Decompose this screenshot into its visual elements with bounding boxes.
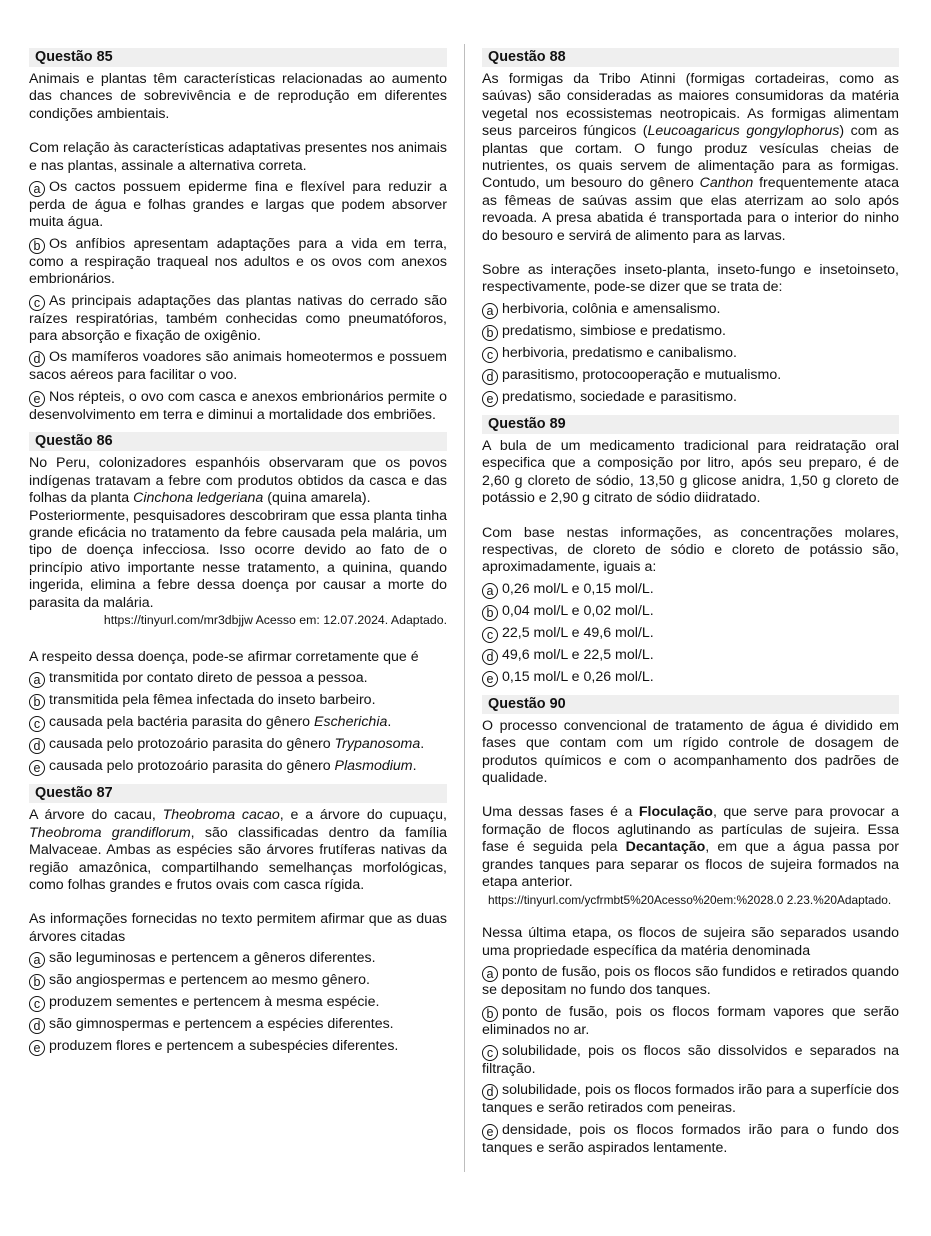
option-text: causada pelo protozoário parasita do gênero Plasmodium. [49, 758, 417, 775]
question-88 [482, 48, 899, 407]
answer-option-a[interactable] [29, 179, 447, 232]
species-name: Cinchona ledgeriana [133, 490, 264, 507]
term-decantacao: Decantação [625, 839, 706, 856]
option-letter: d [29, 351, 45, 367]
question-title: Questão 88 [482, 48, 899, 67]
answer-option-e[interactable] [482, 389, 899, 407]
option-text: causada pela bactéria parasita do gênero Escherichia. [49, 714, 392, 731]
option-letter: b [29, 694, 45, 710]
answer-option-b[interactable] [29, 972, 447, 990]
question-86 [29, 432, 447, 776]
option-text: solubilidade, pois os flocos são dissolvidos e separados na filtração. [482, 1043, 899, 1077]
source-citation: https://tinyurl.com/ycfrmbt5%20Acesso%20em:%2028.0 2.23.%20Adaptado. [488, 893, 892, 908]
question-text: A árvore do cacau, Theobroma cacao, e a árvore do cupuaçu, Theobroma grandiflorum, são classificadas dentro da família Malvaceae. Ambas as espécies são árvores frutíferas nativas da região amazônica, compartilhando semelhanças morfológicas, como folhas grandes e frutos ovais com casca rígida. [29, 807, 447, 893]
option-text: produzem sementes e pertencem à mesma espécie. [49, 994, 380, 1011]
answer-option-e[interactable] [29, 1038, 447, 1056]
option-text: predatismo, sociedade e parasitismo. [502, 388, 738, 405]
answer-option-d[interactable] [29, 1016, 447, 1034]
option-text: As principais adaptações das plantas nativas do cerrado são raízes respiratórias, também conhecidas como pneumatóforos, para absorção e fixação de oxigênio. [29, 292, 447, 345]
option-letter: d [482, 369, 498, 385]
question-text-continued: Posteriormente, pesquisadores descobriram que essa planta tinha grande eficácia no tratamento da febre causada pela malária, um tipo de doença infecciosa. Isso ocorre devido ao fato de o princípio ativo importante nesse tratamento, a quinina, quando ingerida, elimina a febre dessa doença por causar a morte do parasita da malária. [29, 507, 447, 611]
option-letter: a [482, 966, 498, 982]
question-prompt: Com relação às características adaptativas presentes nos animais e nas plantas, assinale a alternativa correta. [29, 140, 447, 174]
option-letter: a [482, 303, 498, 319]
option-letter: a [482, 583, 498, 599]
answer-options [482, 301, 899, 407]
option-letter: b [29, 238, 45, 254]
answer-option-c[interactable] [482, 345, 899, 363]
question-prompt: Com base nestas informações, as concentrações molares, respectivas, de cloreto de sódio e cloreto de potássio são, aproximadamente, iguais a: [482, 524, 899, 576]
answer-option-d[interactable] [29, 349, 447, 384]
answer-option-b[interactable] [29, 236, 447, 289]
option-letter: e [482, 391, 498, 407]
question-90 [482, 695, 899, 1158]
option-text: transmitida pela fêmea infectada do inseto barbeiro. [49, 692, 376, 709]
source-citation: https://tinyurl.com/mr3dbjjw Acesso em: 12.07.2024. Adaptado. [103, 612, 447, 627]
left-column [29, 48, 447, 1064]
option-text: são gimnospermas e pertencem a espécies diferentes. [49, 1016, 394, 1033]
option-letter: c [482, 627, 498, 643]
answer-option-d[interactable] [29, 736, 447, 754]
species-name: Theobroma cacao [162, 807, 280, 824]
answer-option-b[interactable] [482, 603, 899, 621]
answer-option-e[interactable] [482, 1122, 899, 1157]
answer-option-c[interactable] [482, 1043, 899, 1078]
answer-option-d[interactable] [482, 1082, 899, 1117]
option-letter: b [29, 974, 45, 990]
answer-option-b[interactable] [482, 323, 899, 341]
right-column [482, 48, 899, 1165]
answer-option-e[interactable] [482, 669, 899, 687]
answer-option-c[interactable] [482, 625, 899, 643]
option-text: herbivoria, predatismo e canibalismo. [502, 344, 737, 361]
question-87 [29, 784, 447, 1056]
option-letter: d [29, 1018, 45, 1034]
option-letter: d [482, 1084, 498, 1100]
option-letter: d [29, 738, 45, 754]
option-text: Os cactos possuem epiderme fina e flexível para reduzir a perda de água e folhas grandes e largas que podem absorver muita água. [29, 179, 447, 231]
question-text-continued: Uma dessas fases é a Floculação, que serve para provocar a formação de flocos aglutinando as partículas de sujeira. Essa fase é seguida pela Decantação, em que a água passa por grandes tanques para separar os flocos de sujeira formados na etapa anterior. [482, 804, 899, 890]
answer-option-e[interactable] [29, 758, 447, 776]
question-text: As formigas da Tribo Atinni (formigas cortadeiras, como as saúvas) são consideradas as maiores consumidoras da matéria vegetal nos ecossistemas neotropicais. As formigas alimentam seus parceiros fúngicos (Leucoagaricus gongylophorus) com as plantas que cortam. O fungo produz vesículas cheias de nutrientes, os quais servem de alimentação para as formigas. Contudo, um besouro do gênero Canthon frequentemente ataca as fêmeas de saúvas assim que elas aterrizam ao solo após revoada. A presa abatida é transportada para o interior do ninho do besouro e servirá de alimento para as larvas. [482, 71, 899, 244]
column-divider [464, 44, 465, 1172]
answer-option-c[interactable] [29, 293, 447, 346]
answer-option-a[interactable] [482, 964, 899, 999]
option-text: causada pelo protozoário parasita do gênero Trypanosoma. [49, 736, 425, 753]
option-letter: e [29, 391, 45, 407]
answer-options [29, 179, 447, 424]
option-text: produzem flores e pertencem a subespécies diferentes. [49, 1038, 399, 1055]
option-letter: a [29, 952, 45, 968]
option-text: Os mamíferos voadores são animais homeotermos e possuem sacos aéreos para facilitar o voo. [29, 349, 447, 384]
option-text: predatismo, simbiose e predatismo. [502, 322, 726, 339]
option-text: são leguminosas e pertencem a gêneros diferentes. [49, 950, 376, 967]
answer-options [29, 670, 447, 776]
option-letter: e [482, 1124, 498, 1140]
option-letter: d [482, 649, 498, 665]
option-text: 0,15 mol/L e 0,26 mol/L. [502, 668, 654, 685]
option-letter: c [29, 295, 45, 311]
answer-option-b[interactable] [482, 1004, 899, 1039]
term-floculacao: Floculação [638, 804, 713, 821]
option-text: 0,04 mol/L e 0,02 mol/L. [502, 602, 654, 619]
question-prompt: Nessa última etapa, os flocos de sujeira são separados usando uma propriedade específica da matéria denominada [482, 925, 899, 959]
question-title: Questão 85 [29, 48, 447, 67]
question-85 [29, 48, 447, 424]
option-text: 22,5 mol/L e 49,6 mol/L. [502, 624, 654, 641]
genus-name: Canthon [699, 175, 754, 192]
question-title: Questão 90 [482, 695, 899, 714]
option-text: Os anfíbios apresentam adaptações para a vida em terra, como a respiração traqueal nos adultos e os ovos com anexos embrionários. [29, 235, 447, 288]
question-89 [482, 415, 899, 687]
option-letter: c [29, 996, 45, 1012]
option-letter: c [482, 347, 498, 363]
answer-option-a[interactable] [29, 950, 447, 968]
option-text: ponto de fusão, pois os flocos são fundidos e retirados quando se depositam no fundo dos tanques. [482, 964, 899, 999]
answer-options [482, 964, 899, 1157]
option-letter: c [482, 1045, 498, 1061]
option-text: solubilidade, pois os flocos formados irão para a superfície dos tanques e serão retirados com peneiras. [482, 1082, 899, 1117]
option-letter: b [482, 605, 498, 621]
answer-option-a[interactable] [482, 581, 899, 599]
question-text: Animais e plantas têm características relacionadas ao aumento das chances de sobrevivência e de reprodução em diferentes condições ambientais. [29, 71, 447, 122]
option-text: ponto de fusão, pois os flocos formam vapores que serão eliminados no ar. [482, 1003, 899, 1038]
answer-option-a[interactable] [29, 670, 447, 688]
option-text: herbivoria, colônia e amensalismo. [502, 300, 721, 317]
answer-options [482, 581, 899, 687]
question-title: Questão 86 [29, 432, 447, 451]
question-title: Questão 87 [29, 784, 447, 803]
species-name: Theobroma grandiflorum [29, 824, 191, 841]
option-text: parasitismo, protocooperação e mutualismo. [502, 366, 782, 383]
answer-option-e[interactable] [29, 389, 447, 424]
question-text: No Peru, colonizadores espanhóis observaram que os povos indígenas tratavam a febre com produtos obtidos da casca e das folhas da planta Cinchona ledgeriana (quina amarela). [29, 455, 447, 507]
option-letter: b [482, 1006, 498, 1022]
option-letter: c [29, 716, 45, 732]
answer-option-c[interactable] [29, 994, 447, 1012]
species-name: Leucoagaricus gongylophorus [647, 123, 840, 140]
answer-option-a[interactable] [482, 301, 899, 319]
question-prompt: Sobre as interações inseto-planta, inseto-fungo e insetoinseto, respectivamente, pode-se dizer que se trata de: [482, 262, 899, 296]
option-text: 0,26 mol/L e 0,15 mol/L. [502, 580, 654, 597]
question-prompt: As informações fornecidas no texto permitem afirmar que as duas árvores citadas [29, 911, 447, 945]
option-letter: e [482, 671, 498, 687]
option-letter: e [29, 760, 45, 776]
option-text: Nos répteis, o ovo com casca e anexos embrionários permite o desenvolvimento em terra e diminui a mortalidade dos embriões. [29, 388, 447, 423]
option-text: são angiospermas e pertencem ao mesmo gênero. [49, 972, 370, 989]
answer-option-b[interactable] [29, 692, 447, 710]
question-prompt: A respeito dessa doença, pode-se afirmar corretamente que é [29, 648, 419, 665]
option-letter: e [29, 1040, 45, 1056]
option-text: densidade, pois os flocos formados irão para o fundo dos tanques e serão aspirados lentamente. [482, 1121, 899, 1156]
answer-option-d[interactable] [482, 367, 899, 385]
question-text: A bula de um medicamento tradicional para reidratação oral especifica que a composição por litro, após seu preparo, é de 2,60 g cloreto de sódio, 13,50 g glicose anidra, 1,50 g cloreto de potássio e 2,90 g citrato de sódio diidratado. [482, 437, 899, 507]
option-text: transmitida por contato direto de pessoa a pessoa. [49, 670, 368, 687]
answer-options [29, 950, 447, 1056]
answer-option-c[interactable] [29, 714, 447, 732]
option-text: 49,6 mol/L e 22,5 mol/L. [502, 646, 654, 663]
question-title: Questão 89 [482, 415, 899, 434]
answer-option-d[interactable] [482, 647, 899, 665]
option-letter: a [29, 672, 45, 688]
question-text: O processo convencional de tratamento de água é dividido em fases que contam com um rígido controle de dosagem de produtos químicos e com o acompanhamento dos padrões de qualidade. [482, 717, 899, 786]
option-letter: b [482, 325, 498, 341]
option-letter: a [29, 181, 45, 197]
